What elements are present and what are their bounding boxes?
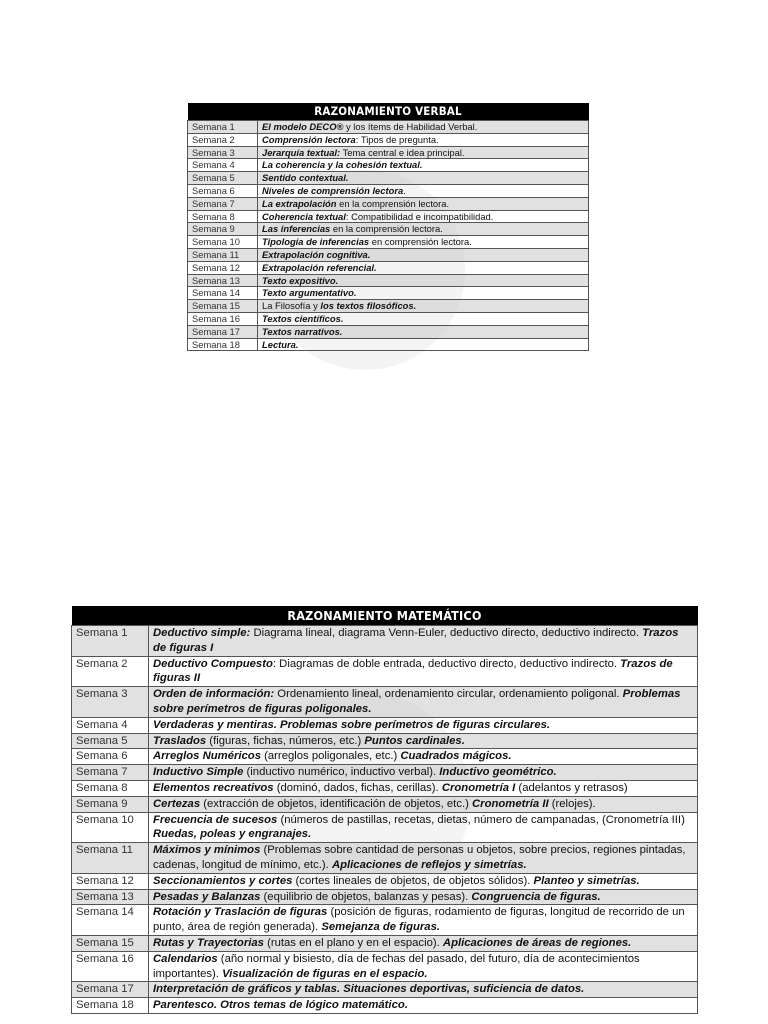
topic-description	[258, 274, 589, 287]
topic-emphasis: La extrapolación	[262, 197, 337, 209]
topic-emphasis: Ruedas, poleas y engranajes.	[153, 828, 312, 841]
verbal-table-row	[188, 121, 589, 134]
topic-description	[149, 998, 698, 1014]
week-label: Semana 16	[72, 951, 149, 982]
topic-detail: (año normal y bisiesto, día de fechas del pasado, del futuro, día de acontecimientos importantes).	[153, 952, 640, 980]
verbal-table-row	[188, 261, 589, 274]
topic-emphasis: Cronometría I	[441, 781, 516, 794]
topic-description	[149, 935, 698, 951]
topic-emphasis: Orden de información:	[153, 688, 275, 701]
topic-emphasis: Textos científicos.	[262, 312, 344, 324]
verbal-table-row	[188, 325, 589, 338]
week-label: Semana 15	[72, 935, 149, 951]
topic-description	[258, 146, 589, 159]
verbal-table-row	[188, 287, 589, 300]
topic-description	[149, 765, 698, 781]
week-label: Semana 9	[188, 223, 258, 236]
math-table-row	[72, 765, 698, 781]
week-label: Semana 16	[188, 312, 258, 325]
week-label: Semana 6	[72, 749, 149, 765]
topic-emphasis: Sentido contextual.	[262, 172, 349, 184]
topic-emphasis: Texto expositivo.	[262, 274, 339, 286]
verbal-table-row	[188, 133, 589, 146]
topic-emphasis: Máximos y mínimos	[153, 844, 261, 857]
week-label: Semana 18	[188, 338, 258, 351]
math-table-row	[72, 796, 698, 812]
topic-description	[149, 626, 698, 657]
topic-description	[149, 951, 698, 982]
math-table-row	[72, 780, 698, 796]
topic-description	[149, 780, 698, 796]
verbal-syllabus-table	[187, 103, 589, 351]
math-table-row	[72, 905, 698, 936]
topic-description	[149, 733, 698, 749]
math-table-row	[72, 749, 698, 765]
math-table-row	[72, 656, 698, 687]
topic-detail: (Problemas sobre cantidad de personas u objetos, sobre precios, regiones pintadas, cadenas, longitud de mínimo, etc.).	[153, 844, 686, 871]
week-label: Semana 7	[72, 765, 149, 781]
topic-emphasis: Cuadrados mágicos.	[400, 750, 512, 763]
math-table-row	[72, 998, 698, 1014]
topic-detail: (figuras, fichas, números, etc.)	[206, 734, 365, 747]
topic-detail: (rutas en el plano y en el espacio).	[263, 936, 443, 949]
week-label: Semana 17	[72, 982, 149, 998]
topic-emphasis: Semejanza de figuras.	[321, 921, 440, 934]
topic-description	[149, 982, 698, 998]
topic-description	[149, 749, 698, 765]
topic-detail: en la comprensión lectora.	[336, 197, 450, 209]
topic-emphasis: Inductivo Simple	[153, 766, 244, 779]
week-label: Semana 13	[188, 274, 258, 287]
topic-emphasis: Pesadas y Balanzas	[153, 890, 261, 903]
topic-description	[258, 312, 589, 325]
topic-emphasis: Deductivo Compuesto	[153, 657, 273, 670]
week-label: Semana 12	[188, 261, 258, 274]
topic-emphasis: Rutas y Trayectorias	[153, 936, 264, 949]
topic-emphasis: Cronometría II	[472, 797, 549, 810]
topic-description	[149, 796, 698, 812]
topic-emphasis: La coherencia y la cohesión textual.	[262, 159, 423, 171]
topic-emphasis: Aplicaciones de áreas de regiones.	[442, 936, 632, 949]
week-label: Semana 1	[188, 121, 258, 134]
week-label: Semana 12	[72, 873, 149, 889]
topic-emphasis: Textos narrativos.	[262, 325, 343, 337]
week-label: Semana 15	[188, 300, 258, 313]
week-label: Semana 10	[72, 812, 149, 843]
topic-emphasis: los textos filosóficos.	[320, 300, 417, 312]
topic-description	[149, 656, 698, 687]
topic-emphasis: Trazos de figuras I	[153, 627, 679, 654]
verbal-table-row	[188, 223, 589, 236]
topic-detail: : Compatibilidad e incompatibilidad.	[345, 210, 494, 222]
week-label: Semana 4	[72, 717, 149, 733]
week-label: Semana 8	[72, 780, 149, 796]
week-label: Semana 14	[72, 905, 149, 936]
math-table-row	[72, 717, 698, 733]
topic-emphasis: Inductivo geométrico.	[439, 766, 557, 779]
topic-description	[258, 287, 589, 300]
topic-emphasis: Trazos de figuras II	[153, 657, 673, 685]
topic-detail: (posición de figuras, rodamiento de figuras, longitud de recorrido de un punto, área de región generada).	[153, 906, 685, 934]
topic-detail: (relojes).	[548, 797, 596, 810]
week-label: Semana 3	[188, 146, 258, 159]
topic-detail: (inductivo numérico, inductivo verbal).	[243, 766, 440, 779]
week-label: Semana 17	[188, 325, 258, 338]
topic-emphasis: Texto argumentativo.	[262, 287, 357, 299]
math-table-row	[72, 843, 698, 874]
topic-emphasis: Jerarquía textual:	[262, 146, 341, 158]
topic-emphasis: Problemas sobre perímetros de figuras poligonales.	[153, 688, 681, 715]
math-table-row	[72, 626, 698, 657]
week-label: Semana 14	[188, 287, 258, 300]
topic-detail: y los ítems de Habilidad Verbal.	[343, 121, 478, 132]
verbal-table-row	[188, 172, 589, 185]
topic-description	[258, 236, 589, 249]
topic-emphasis: El modelo DECO®	[262, 121, 344, 132]
topic-emphasis: Lectura.	[262, 338, 299, 350]
topic-emphasis: Deductivo simple:	[153, 627, 251, 639]
week-label: Semana 9	[72, 796, 149, 812]
math-table-title: RAZONAMIENTO MATEMÁTICO	[72, 606, 698, 626]
math-table-row	[72, 733, 698, 749]
topic-detail: .	[403, 184, 406, 196]
topic-emphasis: Arreglos Numéricos	[153, 750, 261, 763]
topic-emphasis: Elementos recreativos	[153, 781, 274, 794]
verbal-table-row	[188, 236, 589, 249]
verbal-table-row	[188, 300, 589, 313]
week-label: Semana 13	[72, 889, 149, 905]
topic-description	[258, 133, 589, 146]
topic-emphasis: Visualización de figuras en el espacio.	[222, 967, 428, 980]
math-syllabus-table	[71, 606, 698, 1014]
week-label: Semana 2	[188, 133, 258, 146]
topic-description	[258, 197, 589, 210]
verbal-table-row	[188, 210, 589, 223]
week-label: Semana 1	[72, 626, 149, 657]
topic-detail: : Diagramas de doble entrada, deductivo directo, deductivo indirecto.	[272, 657, 621, 670]
math-table-row	[72, 982, 698, 998]
verbal-table-title: RAZONAMIENTO VERBAL	[188, 103, 589, 121]
verbal-table-row	[188, 146, 589, 159]
topic-emphasis: Tipología de inferencias	[262, 236, 370, 248]
topic-detail: Tema central e idea principal.	[340, 146, 465, 158]
week-label: Semana 4	[188, 159, 258, 172]
topic-description	[258, 210, 589, 223]
topic-detail: (dominó, dados, fichas, cerillas).	[273, 781, 442, 794]
week-label: Semana 5	[72, 733, 149, 749]
topic-description	[258, 223, 589, 236]
topic-detail: (cortes lineales de objetos, de objetos sólidos).	[292, 874, 534, 887]
week-label: Semana 18	[72, 998, 149, 1014]
week-label: Semana 3	[72, 687, 149, 718]
topic-emphasis: Verdaderas y mentiras. Problemas sobre perímetros de figuras circulares.	[153, 718, 551, 731]
topic-description	[258, 121, 589, 134]
topic-emphasis: Extrapolación referencial.	[262, 261, 377, 273]
topic-description	[149, 905, 698, 936]
math-table-row	[72, 873, 698, 889]
verbal-table-row	[188, 248, 589, 261]
topic-emphasis: Coherencia textual	[262, 210, 346, 222]
topic-description	[149, 843, 698, 874]
topic-detail: (extracción de objetos, identificación de objetos, etc.)	[200, 797, 473, 810]
week-label: Semana 11	[72, 843, 149, 874]
week-label: Semana 8	[188, 210, 258, 223]
topic-description	[149, 889, 698, 905]
topic-emphasis: Congruencia de figuras.	[471, 890, 601, 903]
math-table-row	[72, 687, 698, 718]
topic-detail: (arreglos poligonales, etc.)	[260, 750, 401, 763]
topic-description	[149, 717, 698, 733]
topic-detail: Ordenamiento lineal, ordenamiento circular, ordenamiento poligonal.	[274, 688, 623, 701]
week-label: Semana 11	[188, 248, 258, 261]
topic-emphasis: Parentesco. Otros temas de lógico matemático.	[153, 999, 408, 1012]
topic-emphasis: Extrapolación cognitiva.	[262, 248, 371, 260]
verbal-table-row	[188, 159, 589, 172]
week-label: Semana 2	[72, 656, 149, 687]
topic-description	[258, 172, 589, 185]
topic-emphasis: Aplicaciones de reflejos y simetrías.	[331, 858, 527, 871]
topic-emphasis: Niveles de comprensión lectora	[262, 184, 404, 196]
topic-detail: : Tipos de pregunta.	[355, 133, 439, 145]
topic-detail: Diagrama lineal, diagrama Venn-Euler, deductivo directo, deductivo indirecto.	[250, 627, 643, 639]
verbal-table-row	[188, 197, 589, 210]
topic-emphasis: Interpretación de gráficos y tablas. Situaciones deportivas, suficiencia de datos.	[153, 983, 585, 996]
topic-description	[258, 338, 589, 351]
verbal-table-row	[188, 184, 589, 197]
week-label: Semana 5	[188, 172, 258, 185]
topic-description	[149, 812, 698, 843]
verbal-table-row	[188, 338, 589, 351]
verbal-table-row	[188, 274, 589, 287]
topic-description	[149, 687, 698, 718]
topic-detail: (equilibrio de objetos, balanzas y pesas).	[260, 890, 472, 903]
topic-detail: (números de pastillas, recetas, dietas, número de campanadas, (Cronometría III)	[277, 813, 685, 826]
topic-emphasis: Puntos cardinales.	[364, 734, 465, 747]
math-table-row	[72, 889, 698, 905]
topic-description	[258, 159, 589, 172]
topic-description	[258, 325, 589, 338]
topic-description	[258, 261, 589, 274]
topic-emphasis: Calendarios	[153, 952, 218, 965]
week-label: Semana 10	[188, 236, 258, 249]
topic-description	[149, 873, 698, 889]
verbal-table-row	[188, 312, 589, 325]
topic-detail: La Filosofía y	[262, 300, 321, 312]
topic-description	[258, 184, 589, 197]
topic-emphasis: Rotación y Traslación de figuras	[153, 906, 328, 919]
topic-emphasis: Seccionamientos y cortes	[153, 874, 293, 887]
week-label: Semana 7	[188, 197, 258, 210]
topic-emphasis: Las inferencias	[262, 223, 331, 235]
topic-description	[258, 300, 589, 313]
topic-emphasis: Frecuencia de sucesos	[153, 813, 278, 826]
topic-detail: en la comprensión lectora.	[330, 223, 443, 235]
topic-detail: en comprensión lectora.	[369, 236, 472, 248]
topic-emphasis: Traslados	[153, 734, 207, 747]
topic-description	[258, 248, 589, 261]
week-label: Semana 6	[188, 184, 258, 197]
topic-emphasis: Certezas	[153, 797, 201, 810]
math-table-row	[72, 951, 698, 982]
topic-emphasis: Comprensión lectora	[262, 133, 356, 145]
topic-detail: (adelantos y retrasos)	[515, 781, 628, 794]
math-table-row	[72, 935, 698, 951]
topic-emphasis: Planteo y simetrías.	[533, 874, 640, 887]
math-table-row	[72, 812, 698, 843]
